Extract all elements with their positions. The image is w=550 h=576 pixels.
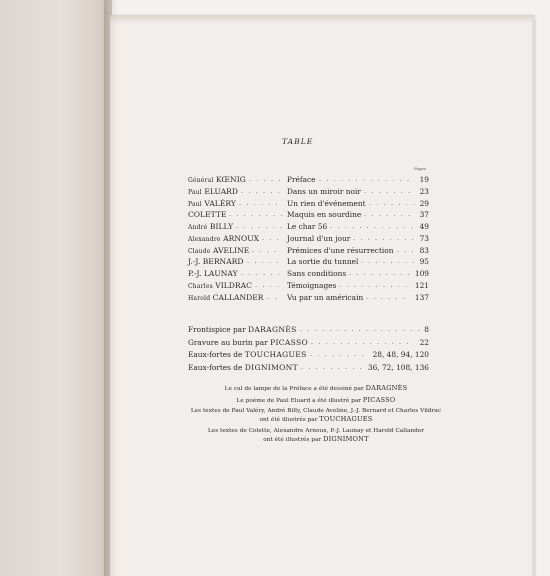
contributor-last-name: COLETTE (188, 210, 227, 220)
page-number: 23 (419, 186, 429, 196)
illustration-label: Eaux-fortes de (188, 362, 243, 372)
contributor-last-name: BILLY (209, 222, 234, 231)
dot-leader: . . . . . . . (364, 186, 412, 195)
dot-leader: . . . . . . . (364, 210, 412, 219)
illustration-entry (188, 349, 307, 360)
page-number: 83 (419, 245, 429, 255)
page-number: 95 (419, 257, 429, 267)
illustration-pages: 8 (424, 325, 429, 334)
contributor-last-name: CALLANDER (212, 292, 264, 302)
artist-name: PICASSO (270, 337, 309, 347)
contributor-last-name: AVELINE (212, 245, 250, 255)
contributor-name (188, 292, 264, 303)
dot-leader: . . . (262, 233, 281, 242)
dot-leader: . . . . . (249, 175, 282, 183)
page-number: 109 (414, 269, 429, 278)
page-right-edge (532, 20, 536, 576)
note-line (130, 397, 502, 405)
contributor-last-name: KŒNIG (215, 175, 246, 184)
note-text: ont été illustrés par (259, 417, 318, 424)
page-number: 19 (419, 175, 429, 184)
story-title: Préface (287, 175, 316, 184)
dot-leader: . . . . . . . . (229, 210, 284, 219)
dot-leader: . . . . . (247, 257, 280, 266)
story-title: Maquis en sourdine (287, 210, 362, 220)
page-title: TABLE (282, 137, 314, 146)
book-gutter (104, 0, 118, 576)
contributor-last-name: VILDRAC (215, 280, 252, 290)
contributor-first-name: Claude (188, 247, 211, 255)
contributor-first-name: Général (188, 177, 214, 184)
contributor-first-name: Paul (188, 188, 202, 196)
note-line (130, 416, 502, 424)
contributor-name (188, 268, 238, 279)
contributor-first-name: Alexandre (188, 235, 221, 243)
note-line (130, 436, 502, 444)
page-top-edge (110, 15, 534, 24)
story-title: Vu par un américain (287, 292, 364, 302)
contributor-name (188, 209, 226, 220)
note-text: Le poème de Paul Eluard a été illustré par (236, 397, 362, 404)
note-text: ont été illustrés par (263, 437, 322, 444)
story-title: Un rien d'événement (287, 198, 366, 208)
page-number: 37 (419, 210, 429, 220)
left-page (0, 0, 112, 576)
note-artist: DARAGNÈS (365, 384, 408, 392)
illustration-pages: 22 (419, 337, 429, 347)
note-artist: DIGNIMONT (323, 435, 369, 444)
story-title: Dans un miroir noir (287, 186, 361, 196)
dot-leader: . . . . . . . . . . (339, 280, 409, 289)
note-artist: PICASSO (362, 395, 396, 404)
note-artist: TOUCHAGUES (319, 415, 373, 424)
contributor-name (188, 256, 244, 267)
artist-name: DIGNIMONT (244, 362, 298, 372)
contributor-last-name: VALÉRY (204, 198, 236, 208)
note-text: Les textes de Paul Valéry, André Billy, Claude Aveline, J.-J. Bernard et Charles Vildrac (190, 408, 442, 415)
story-title: Sans conditions (287, 269, 347, 278)
illustration-pages: 28, 48, 94, 120 (372, 350, 429, 359)
contributor-name (188, 245, 249, 256)
illustration-label: Eaux-fortes de (188, 350, 243, 359)
dot-leader: . . . . . . . . . . . . . (319, 175, 411, 183)
contributor-name (188, 174, 246, 185)
contributor-last-name: ARNOUX (223, 233, 260, 243)
dot-leader: . . . . . . . . (361, 257, 416, 266)
illustration-entry (188, 362, 298, 373)
dot-leader: . . . . . . . . . . . . . . . . . (300, 325, 421, 333)
pages-column-label: Pages (414, 166, 426, 171)
artist-name: DARAGNÈS (247, 325, 297, 334)
page-number: 121 (414, 280, 429, 290)
contributor-name (188, 221, 233, 232)
contributor-last-name: J.-J. BERNARD (188, 257, 244, 267)
dot-leader: . . . . . . . . . (353, 233, 416, 242)
story-title: Le char 56 (287, 222, 328, 231)
dot-leader: . . . . . . . . . (349, 269, 412, 277)
contributor-last-name: P.-J. LAUNAY (188, 269, 238, 278)
dot-leader: . . . . . . (239, 198, 280, 207)
dot-leader: . . . . . . . . . . . . (330, 222, 415, 230)
illustration-label: Frontispice par (188, 325, 246, 334)
dot-leader: . . . (397, 245, 416, 254)
page-number: 29 (419, 198, 429, 208)
contributor-name (188, 233, 259, 244)
note-text: Le cul de lampe de la Préface a été dessiné par (224, 386, 364, 392)
dot-leader: . . . . . . . . . (301, 362, 364, 371)
story-title: Témoignages (287, 280, 337, 290)
note-line (130, 385, 502, 393)
story-title: Prémices d'une résurrection (287, 245, 394, 255)
contributor-first-name: Paul (188, 200, 202, 208)
note-line (130, 428, 502, 435)
page-number: 137 (414, 292, 429, 302)
story-title: Journal d'un jour (287, 233, 351, 243)
illustration-entry (188, 324, 297, 335)
contributor-name (188, 280, 252, 291)
contributor-first-name: Charles (188, 282, 213, 290)
dot-leader: . . . . . . (366, 292, 407, 301)
dot-leader: . . . . . . . (236, 222, 284, 230)
dot-leader: . . . . (255, 280, 281, 289)
dot-leader: . . (267, 292, 278, 301)
contributor-first-name: Harold (188, 294, 211, 302)
dot-leader: . . . . . . . (369, 198, 417, 207)
contributor-last-name: ELUARD (204, 186, 238, 196)
note-text: Les textes de Colette, Alexandre Arnoux, P.-J. Launay et Harold Callander (207, 428, 425, 434)
illustration-label: Gravure au burin par (188, 337, 268, 347)
contributor-name (188, 198, 236, 209)
story-title: La sortie du tunnel (287, 257, 359, 267)
illustration-entry (188, 337, 308, 348)
note-line (130, 408, 502, 415)
dot-leader: . . . . . . (241, 269, 282, 277)
dot-leader: . . . . . . . . (310, 350, 365, 358)
dot-leader: . . . . . . (241, 186, 282, 195)
page-number: 49 (419, 222, 429, 231)
artist-name: TOUCHAGUES (244, 350, 307, 359)
contributor-name (188, 186, 238, 197)
page-number: 73 (419, 233, 429, 243)
dot-leader: . . . . . . . . . . . . . . (311, 337, 410, 346)
illustration-pages: 36, 72, 108, 136 (367, 362, 429, 372)
contributor-first-name: André (188, 224, 208, 231)
dot-leader: . . . . (252, 245, 278, 254)
